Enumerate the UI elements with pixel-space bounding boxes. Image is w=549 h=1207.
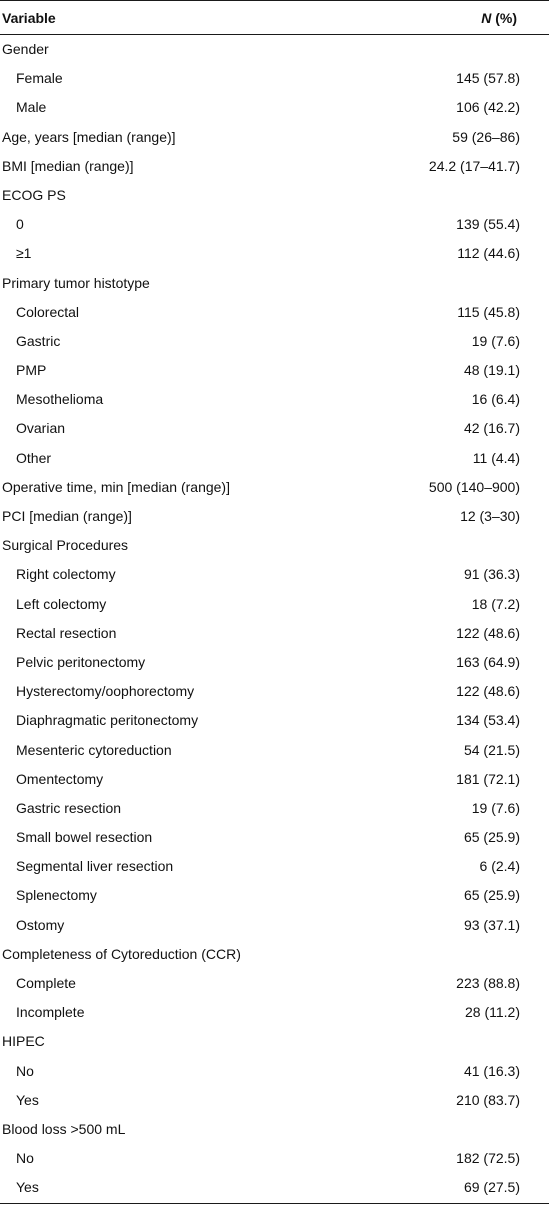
row-value: 210 (83.7) [456,1091,520,1108]
header-n-symbol: N [481,9,492,26]
table-row [0,677,549,706]
row-value: 6 (2.4) [479,858,520,875]
table-row [0,1144,549,1173]
row-label: Pelvic peritonectomy [16,653,146,670]
row-label: PMP [16,362,47,379]
row-value: 65 (25.9) [463,829,520,846]
row-label: Female [16,70,63,87]
row-label: Other [16,449,52,466]
row-value: 122 (48.6) [456,624,520,641]
row-label: 0 [16,216,24,233]
row-label: PCI [median (range)] [2,508,132,524]
row-label: Primary tumor histotype [2,274,150,291]
table-row [0,444,549,473]
row-label: Colorectal [16,303,80,320]
row-label: Yes [16,1091,39,1108]
row-label: Operative time, min [median (range)] [2,478,230,495]
row-label: Omentectomy [16,770,104,787]
row-label: Left colectomy [16,595,107,612]
row-value: 91 (36.3) [463,566,520,583]
table-row [0,1027,549,1056]
row-value: 12 (3–30) [460,508,520,524]
row-value: 54 (21.5) [463,741,520,758]
table-row [0,560,549,589]
table-row [0,298,549,327]
row-label: Age, years [median (range)] [2,128,176,145]
row-label: No [16,1150,34,1167]
row-value: 500 (140–900) [428,478,520,495]
row-value: 122 (48.6) [456,683,520,700]
row-value: 223 (88.8) [456,975,520,991]
row-value: 106 (42.2) [456,99,520,116]
row-label: Blood loss >500 mL [2,1120,126,1137]
row-value: 19 (7.6) [471,799,520,816]
table-row [0,648,549,677]
table-row [0,706,549,735]
table-row [0,152,549,181]
table-row [0,736,549,765]
row-label: Incomplete [16,1004,85,1021]
table-row [0,93,549,122]
row-label: Small bowel resection [16,829,153,846]
row-value: 28 (11.2) [465,1004,520,1021]
table-row [0,327,549,356]
row-value: 11 (4.4) [472,449,520,466]
row-value: 182 (72.5) [456,1150,520,1167]
header-n-suffix: (%) [491,9,517,26]
table-row [0,619,549,648]
row-label: Gastric resection [16,799,122,816]
table-row [0,1086,549,1115]
table-row [0,1057,549,1086]
row-value: 42 (16.7) [463,420,520,437]
table-row [0,765,549,794]
table-row [0,473,549,502]
row-value: 163 (64.9) [456,653,520,670]
row-value: 59 (26–86) [452,128,520,145]
row-label: Male [16,99,47,116]
table-row [0,794,549,823]
row-value: 145 (57.8) [456,70,520,87]
table-row [0,239,549,268]
row-value: 16 (6.4) [471,391,520,408]
table-row [0,940,549,969]
table-row [0,911,549,940]
row-value: 69 (27.5) [463,1179,520,1196]
row-label: Mesenteric cytoreduction [16,741,172,758]
row-label: Completeness of Cytoreduction (CCR) [2,945,241,962]
row-label: Ostomy [16,916,65,933]
row-value: 181 (72.1) [456,770,520,787]
table-row [0,64,549,93]
row-value: 24.2 (17–41.7) [428,157,520,174]
row-label: Gastric [16,332,61,349]
row-label: Ovarian [16,420,66,437]
row-label: HIPEC [2,1033,45,1050]
table-row [0,385,549,414]
table-row [0,590,549,619]
row-value: 19 (7.6) [471,332,520,349]
row-label: Mesothelioma [16,391,104,408]
table-row [0,269,549,298]
header-variable: Variable [2,9,56,26]
row-value: 65 (25.9) [463,887,520,904]
row-label: Complete [16,975,76,991]
table-row [0,531,549,560]
row-label: ≥1 [16,245,32,262]
row-label: No [16,1062,34,1079]
table-row [0,502,549,531]
row-value: 112 (44.6) [457,245,520,262]
row-value: 41 (16.3) [463,1062,520,1079]
table-row [0,998,549,1027]
row-value: 18 (7.2) [471,595,520,612]
table-row [0,823,549,852]
row-label: Gender [2,41,49,57]
row-value: 139 (55.4) [456,216,520,233]
row-label: ECOG PS [2,186,66,203]
row-label: Surgical Procedures [2,537,129,554]
table-header [0,1,549,34]
row-value: 48 (19.1) [463,362,520,379]
row-value: 134 (53.4) [456,712,520,729]
table-row [0,210,549,239]
header-n-percent [397,10,549,26]
row-label: Rectal resection [16,624,117,641]
row-value: 115 (45.8) [457,303,520,320]
row-label: Splenectomy [16,887,97,904]
table-row [0,181,549,210]
table-row [0,35,549,64]
row-label: Right colectomy [16,566,116,583]
table-row [0,852,549,881]
table-row [0,414,549,443]
row-label: Yes [16,1179,39,1196]
table-row [0,881,549,910]
bottom-rule [0,1203,549,1204]
row-label: BMI [median (range)] [2,157,134,174]
table-row [0,356,549,385]
table-row [0,969,549,998]
row-value: 93 (37.1) [463,916,520,933]
row-label: Diaphragmatic peritonectomy [16,712,199,729]
row-label: Hysterectomy/oophorectomy [16,683,195,700]
table-row [0,1173,549,1202]
table-row [0,1115,549,1144]
table-row [0,123,549,152]
table-body [0,35,549,1203]
row-label: Segmental liver resection [16,858,174,875]
